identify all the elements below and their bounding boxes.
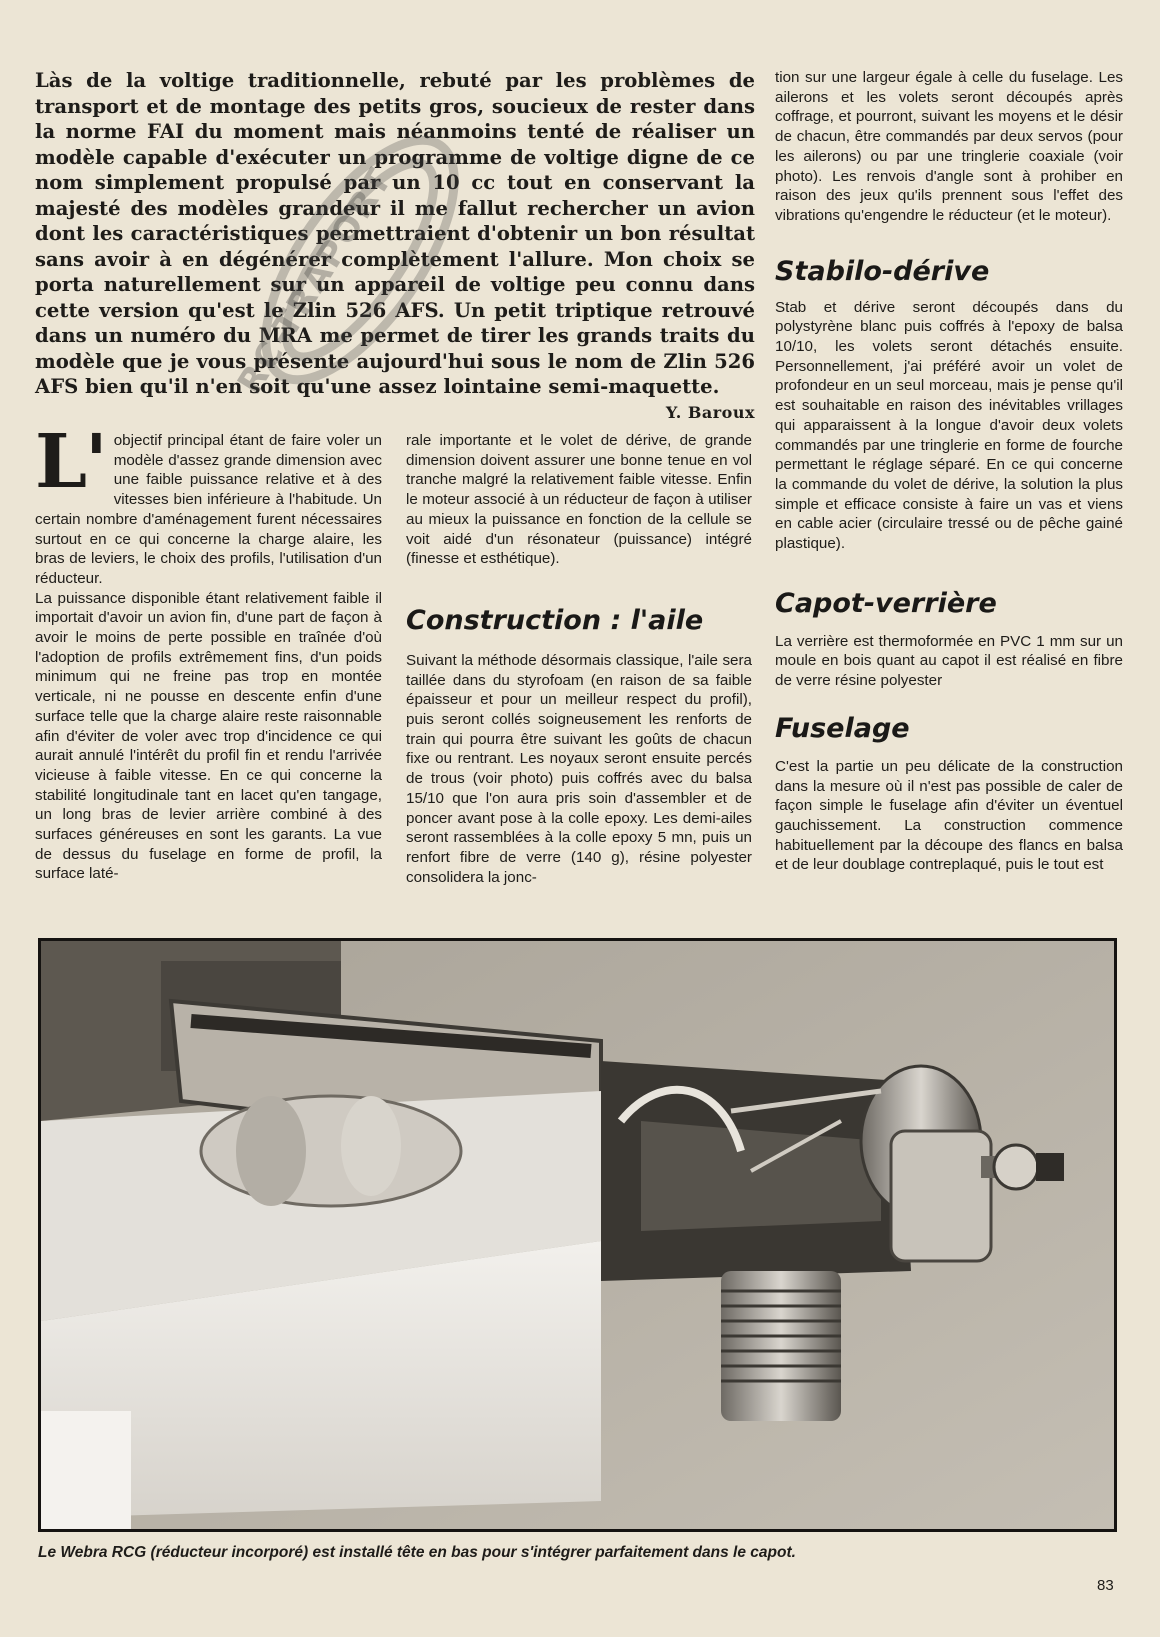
article-paragraph: tion sur une largeur égale à celle du fuselage. Les ailerons et les volets seront découpés après coffrage, et pourront, suivant les moyens et le désir de chacun, être commandés par deux servos (pour les ailerons) ou par une tringlerie coaxiale (voir photo). Les renvois d'angle sont à prohiber en raison des jeux qu'ils prennent sous l'effet des vibrations qu'engendre le réducteur (et le moteur). xyxy=(775,69,1123,224)
photo-caption: Le Webra RCG (réducteur incorporé) est installé tête en bas pour s'intégrer parfaitement dans le capot. xyxy=(38,1544,796,1561)
article-paragraph: La verrière est thermoformée en PVC 1 mm sur un moule en bois quant au capot il est réalisé en fibre de verre résine polyester xyxy=(775,632,1123,690)
section-heading-stabilo: Stabilo-dérive xyxy=(775,255,990,287)
article-paragraph xyxy=(35,419,382,589)
section-heading-fuselage: Fuselage xyxy=(775,712,910,744)
article-paragraph: La puissance disponible étant relativement faible il importait d'avoir un avion fin, d'une part de façon à avoir le moins de perte possible en traînée d'où l'adoption de profils extrêmement fins, d'un poids minimum qui ne freine pas trop en montée verticale, ni ne pousse en descente enfin d'une surface telle que la charge alaire reste raisonnable afin d'éviter de voler avec trop d'incidence ce qui aurait annulé l'intérêt du profil fin et rendu l'arrivée vicieuse à faible vitesse. En ce qui concerne la stabilité longitudinale tant en lacet qu'en tangage, un long bras de levier arrière combiné à des surfaces généreuses en sont les garants. La vue de dessus du fuselage en forme de profil, la surface laté- xyxy=(35,589,382,883)
article-column-1 xyxy=(35,419,382,884)
article-column-3 xyxy=(775,68,1123,875)
article-paragraph: rale importante et le volet de dérive, de grande dimension doivent assurer une bonne tenue en vol tranche malgré la relativement faible vitesse. Enfin le moteur associé à un réducteur de façon à utiliser au mieux la puissance en fonction de la cellule se voit aidé d'un résonateur (puissance) intégré (finesse et esthétique). xyxy=(406,432,752,568)
article-paragraph: C'est la partie un peu délicate de la construction dans la mesure où il n'est pas possible de caler de façon simple le fuselage afin d'éviter un éventuel gauchissement. La construction commence habituellement par la découpe des flancs en balsa et de leur doublage contreplaqué, puis le tout est xyxy=(775,757,1123,874)
article-paragraph: Stab et dérive seront découpés dans du polystyrène blanc puis coffrés à l'epoxy de balsa 10/10, les volets seront détachés ensuite. Personnellement, j'ai préféré avoir un volet de profondeur en un seul morceau, mais je pense qu'il est souhaitable en raison des inévitables vrillages qui apparaissent à la longue d'avoir deux volets commandés par une tringlerie en forme de fourche permettant le réglage séparé. En ce qui concerne la commande du volet de dérive, la solution la plus simple et efficace consiste à faire un vas et viens en cable acier (circulaire tressé ou de pêche gainé plastique). xyxy=(775,298,1123,553)
section-heading-construction: Construction : l'aile xyxy=(406,604,704,636)
page-number: 83 xyxy=(1097,1577,1114,1594)
watermark-stamp-text: RC-TRAPORT xyxy=(230,160,401,402)
article-column-2 xyxy=(406,431,752,887)
intro-text: Làs de la voltige traditionnelle, rebuté par les problèmes de transport et de montage des petits gros, soucieux de rester dans la norme FAI du moment mais néanmoins tenté de réaliser un modèle capable d'exécuter un programme de voltige digne de ce nom simplement propulsé par un 10 cc tout en conservant la majesté des modèles grandeur il me fallut rechercher un avion dont les caractéristiques permettraient d'obtenir un bon résultat sans avoir à en dégénérer complètement l'allure. Mon choix se porta naturellement sur un appareil de voltige peu connu dans cette version qu'est le Zlin 526 AFS. Un petit triptique retrouvé dans un numéro du MRA me permet de tirer les grands traits du modèle que je vous présente aujourd'hui sous le nom de Zlin 526 AFS bien qu'il n'en soit qu'une assez lointaine semi-maquette. xyxy=(35,69,755,398)
section-heading-capot: Capot-verrière xyxy=(775,587,997,619)
engine-photo-image xyxy=(41,941,1114,1529)
intro-paragraph xyxy=(35,68,755,425)
paragraph-text: objectif principal étant de faire voler un modèle d'assez grande dimension avec une faible puissance relative et à des vitesses bien inférieure à l'habitude. Un certain nombre d'aménagement furent nécessaires surtout en ce qui concerne la charge alaire, les bras de leviers, le choix des profils, l'utilisation d'un réducteur. xyxy=(35,432,382,587)
engine-photo xyxy=(38,938,1117,1532)
article-paragraph: Suivant la méthode désormais classique, l'aile sera taillée dans du styrofoam (en raison de sa faible épaisseur et pour un meilleur respect du profil), puis seront collés soigneusement les renforts de train qui pourra être suivant les goûts de chacun fixe ou rentrant. Les noyaux seront ensuite percés de trous (voir photo) puis coffrés avec du balsa 15/10 que l'on aura pris soin d'assembler et de poncer avant pose à la colle epoxy. Les demi-ailes seront rassemblées à la colle epoxy 5 mn, puis un renfort fibre de verre (140 g), résine polyester consolidera la jonc- xyxy=(406,651,752,886)
drop-cap: L' xyxy=(35,419,106,505)
author-name: Y. Baroux xyxy=(665,402,755,422)
